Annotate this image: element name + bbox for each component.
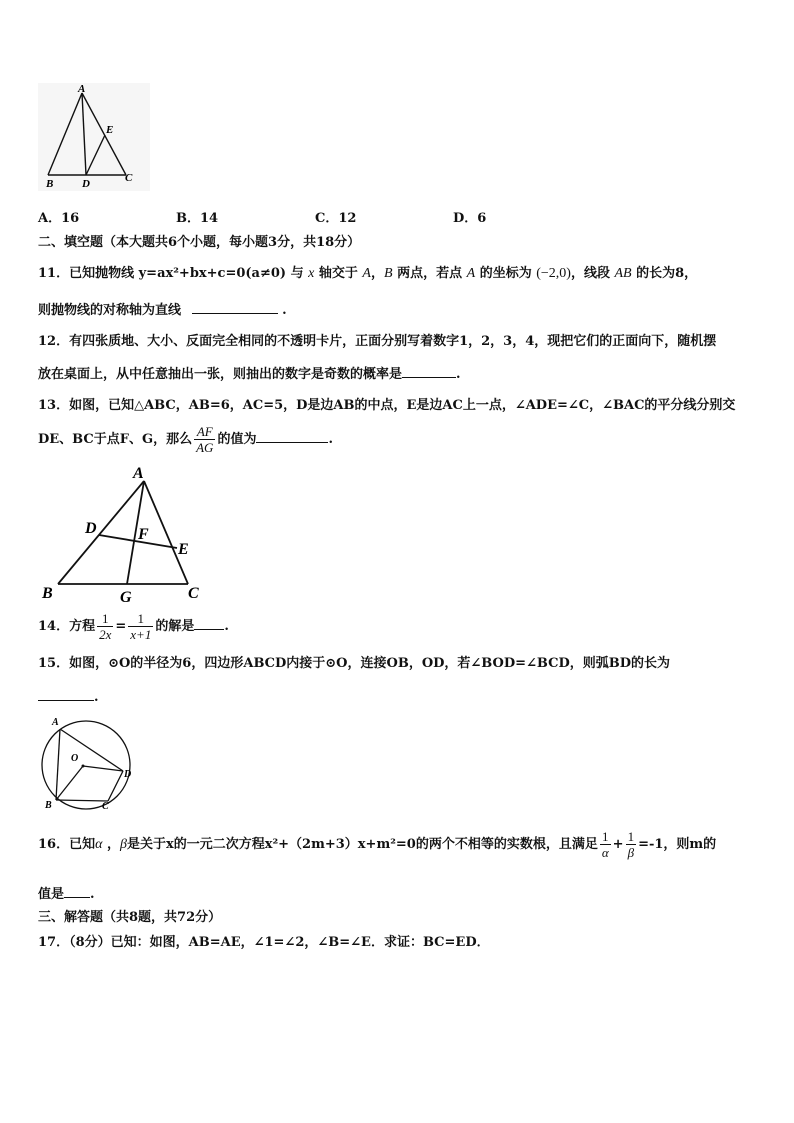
q12-answer-blank[interactable] xyxy=(402,365,456,378)
fig13-label-f: F xyxy=(138,526,149,543)
q16-text-4: =-1，则m的 xyxy=(638,837,717,852)
q11-var-a: A xyxy=(362,266,371,281)
q12-end: . xyxy=(456,367,461,382)
label-b: B xyxy=(46,178,54,190)
q11-var-ab: AB xyxy=(614,266,632,281)
question-16-line-1 xyxy=(38,827,716,863)
section-3-title: 三、解答题（共8题，共72分） xyxy=(38,910,222,925)
q11-text-3: 两点，若点 xyxy=(392,266,467,281)
fig13-label-g: G xyxy=(120,589,132,605)
fig15-label-o: O xyxy=(71,753,79,764)
q14-suffix: 的解是 xyxy=(155,619,195,634)
q11-text-4: 的坐标为 xyxy=(475,266,537,281)
q16-fraction-1 xyxy=(600,829,611,860)
question-11-line-2 xyxy=(38,301,287,320)
q13-answer-blank[interactable] xyxy=(256,430,328,443)
fig13-label-a: A xyxy=(133,465,144,482)
q11-text-5: ，线段 xyxy=(570,266,615,281)
q14-fraction-1-denominator: 2x xyxy=(99,627,112,642)
q16-fraction-1-denominator: α xyxy=(601,845,609,860)
q11-var-x: x xyxy=(308,266,315,281)
q11-line-2-text: 则抛物线的对称轴为直线 xyxy=(38,303,182,318)
question-15-line-1: 15．如图，⊙O的半径为6，四边形ABCD内接于⊙O，连接OB，OD，若∠BOD=∠BCD，则弧BD的长为 xyxy=(38,656,671,671)
q14-prefix: 14．方程 xyxy=(38,619,96,634)
question-12-line-1: 12．有四张质地、大小、反面完全相同的不透明卡片，正面分别写着数字1，2，3，4，现把它们的正面向下，随机摆 xyxy=(38,334,717,349)
q11-var-b: B xyxy=(383,266,393,281)
q13-fraction-denominator: AG xyxy=(196,440,214,455)
q15-answer-blank[interactable] xyxy=(38,688,94,701)
question-13-line-1: 13．如图，已知△ABC，AB=6，AC=5，D是边AB的中点，E是边AC上一点，∠ADE=∠C，∠BAC的平分线分别交 xyxy=(38,398,736,413)
q13-line-2-text-b: 的值为 xyxy=(217,432,257,447)
option-c: C．12 xyxy=(315,211,357,226)
label-e: E xyxy=(106,124,114,136)
figure-q15 xyxy=(38,713,138,813)
q15-end: . xyxy=(94,690,99,705)
q11-end: . xyxy=(282,303,287,318)
q11-comma: ， xyxy=(370,266,384,281)
q11-text-6: 的长为8， xyxy=(631,266,698,281)
fig13-label-c: C xyxy=(188,585,199,602)
q16-end: . xyxy=(90,887,95,902)
q16-fraction-2-denominator: β xyxy=(627,845,635,860)
q13-fraction xyxy=(194,424,215,455)
q13-end: . xyxy=(328,432,333,447)
question-13-line-2 xyxy=(38,422,333,458)
label-d: D xyxy=(82,178,90,190)
fig15-label-d: D xyxy=(124,769,132,780)
q16-fraction-2 xyxy=(626,829,637,860)
fig15-label-b: B xyxy=(45,800,52,811)
q16-line-2-text: 值是 xyxy=(38,887,65,902)
q16-text-1: 16．已知 xyxy=(38,837,96,852)
q13-line-2-text-a: DE、BC于点F、G，那么 xyxy=(38,432,193,447)
q11-coordinate: (−2,0) xyxy=(536,266,571,281)
question-15-line-2 xyxy=(38,688,99,707)
question-11-line-1 xyxy=(38,265,697,283)
q11-text-2: 轴交于 xyxy=(314,266,363,281)
fig13-label-d: D xyxy=(85,520,97,537)
q14-fraction-1 xyxy=(97,611,113,642)
fig15-label-c: C xyxy=(102,801,109,812)
q16-fraction-2-numerator: 1 xyxy=(627,829,635,844)
option-a: A．16 xyxy=(38,211,80,226)
q16-answer-blank[interactable] xyxy=(64,885,90,898)
question-17: 17．（8分）已知：如图，AB=AE，∠1=∠2，∠B=∠E．求证：BC=ED． xyxy=(38,935,490,950)
option-d: D．6 xyxy=(453,211,487,226)
question-16-line-2 xyxy=(38,885,95,904)
q11-text-1: 11．已知抛物线 y=ax²+bx+c=0(a≠0) 与 xyxy=(38,266,309,281)
section-2-title: 二、填空题（本大题共6个小题，每小题3分，共18分） xyxy=(38,235,361,250)
question-12-line-2 xyxy=(38,365,461,384)
q16-plus: + xyxy=(612,837,624,852)
q16-text-3: 是关于x的一元二次方程x²+（2m+3）x+m²=0的两个不相等的实数根，且满足 xyxy=(126,837,598,852)
q11-answer-blank[interactable] xyxy=(192,301,278,314)
fig15-label-a: A xyxy=(52,717,59,728)
q16-beta: β xyxy=(119,837,127,852)
figure-q13 xyxy=(38,463,208,605)
q14-answer-blank[interactable] xyxy=(194,617,224,630)
triangle-figure-q10 xyxy=(38,83,150,191)
label-a: A xyxy=(78,83,86,95)
q11-var-a2: A xyxy=(466,266,476,281)
q13-fraction-numerator: AF xyxy=(194,424,215,440)
q14-fraction-2-numerator: 1 xyxy=(128,611,153,627)
fig13-label-b: B xyxy=(42,585,53,602)
option-b: B．14 xyxy=(176,211,219,226)
q14-fraction-2-denominator: x+1 xyxy=(130,627,152,642)
q14-end: . xyxy=(224,619,229,634)
fig13-label-e: E xyxy=(178,541,189,558)
q16-text-2: ， xyxy=(102,837,120,852)
figure-q10 xyxy=(38,83,150,191)
q16-fraction-1-numerator: 1 xyxy=(600,829,611,845)
q16-alpha: α xyxy=(95,837,103,852)
q14-fraction-1-numerator: 1 xyxy=(97,611,113,627)
q12-line-2-text: 放在桌面上，从中任意抽出一张，则抽出的数字是奇数的概率是 xyxy=(38,367,403,382)
question-14 xyxy=(38,609,229,645)
label-c: C xyxy=(125,172,133,184)
q14-fraction-2 xyxy=(128,611,153,642)
q14-equals: = xyxy=(115,619,127,634)
